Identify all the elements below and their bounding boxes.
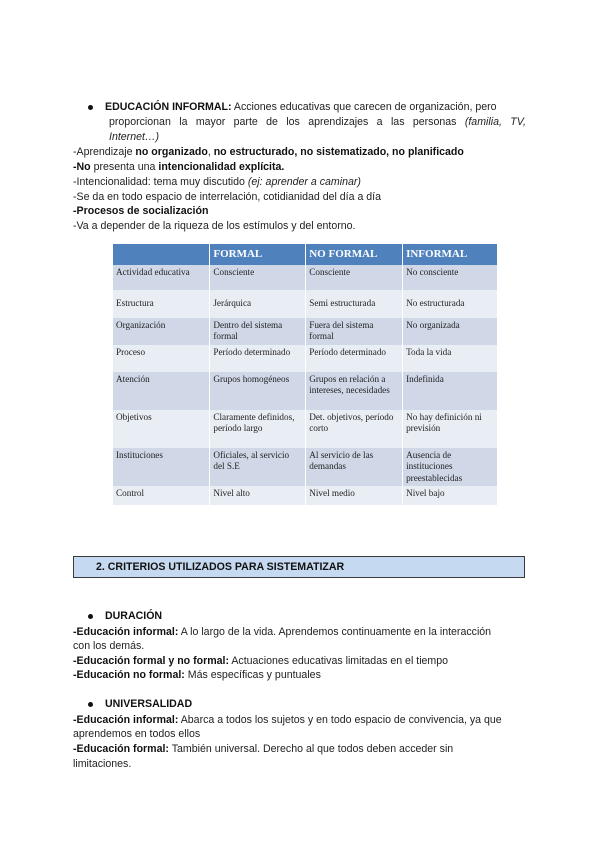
table-row bbox=[113, 372, 498, 410]
table-cell: Det. objetivos, período corto bbox=[306, 410, 403, 448]
universalidad-b1: -Educación formal: bbox=[73, 743, 169, 755]
table-cell: Objetivos bbox=[113, 410, 210, 448]
table-cell: Grupos en relación a intereses, necesidades bbox=[306, 372, 403, 410]
informal-desc-2a: proporcionan la mayor parte de los aprendizajes a las personas bbox=[109, 116, 457, 128]
bullet-icon bbox=[88, 702, 93, 707]
universalidad-bullet bbox=[88, 697, 192, 711]
table-cell: Instituciones bbox=[113, 448, 210, 486]
line-aprendizaje bbox=[73, 145, 464, 159]
informal-bullet bbox=[88, 100, 526, 114]
table-cell: No hay definición ni previsión bbox=[403, 410, 498, 448]
universalidad-a1: -Educación informal: bbox=[73, 714, 179, 726]
duracion-c2: Más específicas y puntuales bbox=[184, 669, 321, 681]
bullet-icon bbox=[88, 614, 93, 619]
table-row bbox=[113, 265, 498, 290]
table-header-cell: NO FORMAL bbox=[306, 244, 403, 265]
table-cell: Fuera del sistema formal bbox=[306, 318, 403, 345]
line-socializacion bbox=[73, 204, 208, 218]
informal-desc-line-2 bbox=[109, 115, 526, 129]
duracion-bullet bbox=[88, 609, 162, 623]
duracion-heading: DURACIÓN bbox=[105, 610, 163, 622]
table-header-cell: INFORMAL bbox=[403, 244, 498, 265]
table-cell: Semi estructurada bbox=[306, 290, 403, 318]
table-cell: No estructurada bbox=[403, 290, 498, 318]
table-cell: Actividad educativa bbox=[113, 265, 210, 290]
table-cell: Ausencia de instituciones preestablecidas bbox=[403, 448, 498, 486]
duracion-b2: Actuaciones educativas limitadas en el tiempo bbox=[228, 655, 449, 667]
bullet-icon bbox=[88, 105, 93, 110]
line-1c: , bbox=[207, 146, 214, 158]
universalidad-a2: Abarca a todos los sujetos y en todo espacio de convivencia, ya que bbox=[178, 714, 502, 726]
table-cell: Atención bbox=[113, 372, 210, 410]
duracion-formal-line bbox=[73, 654, 448, 668]
duracion-c1: -Educación no formal: bbox=[73, 669, 185, 681]
table-row bbox=[113, 290, 498, 318]
table-header-cell: FORMAL bbox=[210, 244, 306, 265]
table-row bbox=[113, 486, 498, 505]
comparison-table bbox=[113, 244, 498, 505]
table-cell: Nivel alto bbox=[210, 486, 306, 505]
line-1a: -Aprendizaje bbox=[73, 146, 136, 158]
line-3a: -Intencionalidad: tema muy discutido bbox=[73, 176, 248, 188]
universalidad-b2: También universal. Derecho al que todos deben acceder sin bbox=[168, 743, 454, 755]
universalidad-formal-line-2: limitaciones. bbox=[73, 758, 132, 770]
duracion-a2: A lo largo de la vida. Aprendemos continuamente en la interacción bbox=[178, 626, 492, 638]
table-cell: Nivel medio bbox=[306, 486, 403, 505]
table-cell: Nivel bajo bbox=[403, 486, 498, 505]
table-row bbox=[113, 448, 498, 486]
table-cell: Consciente bbox=[210, 265, 306, 290]
table-cell: Oficiales, al servicio del S.E bbox=[210, 448, 306, 486]
table-cell: Período determinado bbox=[210, 345, 306, 372]
section-2-title: 2. CRITERIOS UTILIZADOS PARA SISTEMATIZAR bbox=[96, 561, 345, 573]
line-interrelacion: -Se da en todo espacio de interrelación, cotidianidad del día a día bbox=[73, 191, 382, 203]
table-cell: Consciente bbox=[306, 265, 403, 290]
table-cell: Período determinado bbox=[306, 345, 403, 372]
informal-desc-1: Acciones educativas que carecen de organización, pero bbox=[233, 101, 497, 113]
line-estimulos: -Va a depender de la riqueza de los estímulos y del entorno. bbox=[73, 220, 356, 232]
table-cell: Proceso bbox=[113, 345, 210, 372]
line-2b: presenta una bbox=[90, 161, 159, 173]
table-cell: Organización bbox=[113, 318, 210, 345]
table-cell: Claramente definidos, período largo bbox=[210, 410, 306, 448]
table-cell: Grupos homogéneos bbox=[210, 372, 306, 410]
table-cell: Control bbox=[113, 486, 210, 505]
informal-desc-line-3 bbox=[109, 130, 159, 144]
universalidad-heading: UNIVERSALIDAD bbox=[105, 698, 193, 710]
line-5: -Procesos de socialización bbox=[73, 205, 209, 217]
table-row bbox=[113, 318, 498, 345]
table-cell: No organizada bbox=[403, 318, 498, 345]
table-cell: Estructura bbox=[113, 290, 210, 318]
line-intencionalidad-explicita bbox=[73, 160, 284, 174]
table-row bbox=[113, 410, 498, 448]
duracion-b1: -Educación formal y no formal: bbox=[73, 655, 229, 667]
section-2-header bbox=[73, 556, 525, 578]
line-1b: no organizado bbox=[135, 146, 208, 158]
table-cell: Al servicio de las demandas bbox=[306, 448, 403, 486]
line-3b: (ej: aprender a caminar) bbox=[247, 176, 361, 188]
universalidad-formal-line bbox=[73, 742, 453, 756]
universalidad-informal-line-2: aprendemos en todos ellos bbox=[73, 728, 201, 740]
duracion-informal-line-2: con los demás. bbox=[73, 640, 145, 652]
table-cell: Dentro del sistema formal bbox=[210, 318, 306, 345]
table-cell: Jerárquica bbox=[210, 290, 306, 318]
line-1d: no estructurado, no sistematizado, no planificado bbox=[213, 146, 464, 158]
informal-desc-3: Internet…) bbox=[109, 131, 160, 143]
table-header-row bbox=[113, 244, 498, 265]
table-cell: Indefinida bbox=[403, 372, 498, 410]
duracion-no-formal-line bbox=[73, 668, 321, 682]
table-header-cell bbox=[113, 244, 210, 265]
table-cell: Toda la vida bbox=[403, 345, 498, 372]
line-2a: -No bbox=[73, 161, 91, 173]
informal-desc-2b: (familia, TV, bbox=[464, 116, 526, 128]
table-cell: No consciente bbox=[403, 265, 498, 290]
line-2c: intencionalidad explícita. bbox=[158, 161, 285, 173]
duracion-informal-line bbox=[73, 625, 491, 639]
line-intencionalidad-tema bbox=[73, 175, 361, 189]
universalidad-informal-line bbox=[73, 713, 502, 727]
informal-heading: EDUCACIÓN INFORMAL: bbox=[105, 101, 232, 113]
table-row bbox=[113, 345, 498, 372]
duracion-a1: -Educación informal: bbox=[73, 626, 179, 638]
